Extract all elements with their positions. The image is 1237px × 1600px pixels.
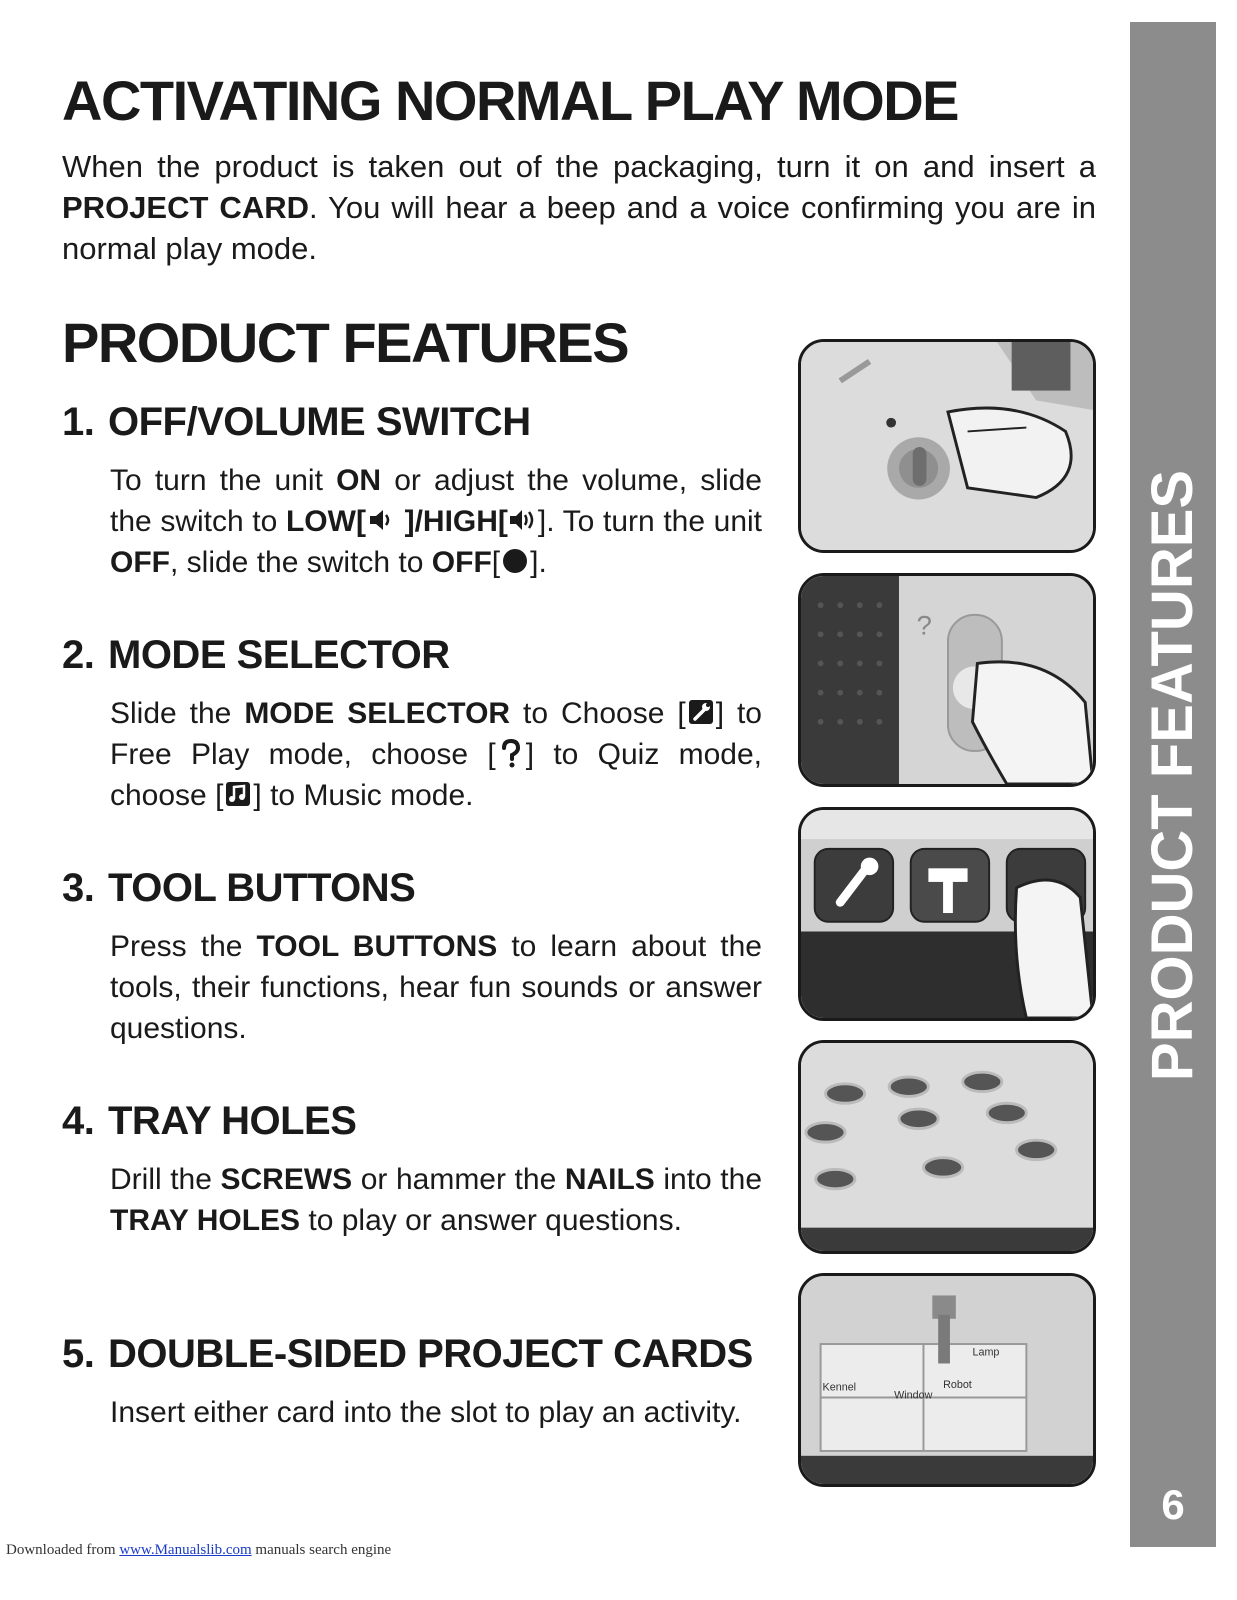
f1-bracket: [ xyxy=(355,505,366,538)
feature-3-title-text: TOOL BUTTONS xyxy=(108,866,416,910)
f2-text: ] to Free Play mode, choose [ xyxy=(110,697,762,771)
card-label-window: Window xyxy=(894,1389,933,1402)
photo-mode-selector xyxy=(798,573,1096,787)
f1-text: To turn the unit xyxy=(110,464,337,497)
side-tab-label xyxy=(1128,469,1218,1081)
feature-3-body xyxy=(110,926,762,1049)
f4-bold-screws: SCREWS xyxy=(220,1163,353,1196)
footer-suffix: manuals search engine xyxy=(251,1542,392,1558)
f4-bold-nails: NAILS xyxy=(564,1163,655,1196)
f1-text: ]. xyxy=(530,546,547,579)
f1-bracket: ] xyxy=(395,505,415,538)
f2-text: ] to Music mode. xyxy=(253,779,474,812)
music-note-icon xyxy=(223,779,253,809)
f1-bold-low: LOW xyxy=(285,505,356,538)
f2-text: ] to Quiz mode, choose [ xyxy=(110,738,762,812)
f1-bold-off: OFF xyxy=(110,546,170,579)
photo-tool-buttons xyxy=(798,807,1096,1021)
footer xyxy=(6,1542,391,1559)
intro-text-2: . You will hear a beep and a voice confirming you are in normal play mode. xyxy=(62,190,1096,266)
f1-bold-off-2: OFF xyxy=(431,546,492,579)
photo-tray-holes xyxy=(798,1040,1096,1254)
heading-product-features: PRODUCT FEATURES xyxy=(62,311,629,374)
page-number: 6 xyxy=(1161,1481,1185,1528)
feature-1-title xyxy=(62,400,531,445)
off-dot-icon xyxy=(500,546,530,576)
f4-text: or hammer the xyxy=(352,1163,565,1196)
feature-2-body xyxy=(110,693,762,816)
feature-3-number: 3. xyxy=(62,866,95,910)
wrench-icon xyxy=(686,697,716,727)
feature-5-number: 5. xyxy=(62,1332,95,1376)
feature-1-number: 1. xyxy=(62,400,95,444)
f2-bold-mode-selector: MODE SELECTOR xyxy=(244,697,511,730)
question-icon xyxy=(496,738,526,768)
f5-text: Insert either card into the slot to play an activity. xyxy=(110,1396,742,1429)
feature-3-title xyxy=(62,866,415,911)
f3-bold-tool-buttons: TOOL BUTTONS xyxy=(256,930,498,963)
f4-text: to play or answer questions. xyxy=(300,1204,682,1237)
f1-bold-high: /HIGH xyxy=(414,505,498,538)
feature-5-title xyxy=(62,1332,753,1377)
speaker-high-icon xyxy=(508,505,538,535)
footer-prefix: Downloaded from xyxy=(6,1542,120,1558)
feature-2-number: 2. xyxy=(62,633,95,677)
svg-text:?: ? xyxy=(916,609,932,641)
feature-1-title-text: OFF/VOLUME SWITCH xyxy=(108,400,531,444)
feature-4-title-text: TRAY HOLES xyxy=(108,1099,357,1143)
intro-bold-project-card: PROJECT CARD xyxy=(62,190,309,225)
card-label-kennel: Kennel xyxy=(822,1381,857,1394)
f4-text: Drill the xyxy=(110,1163,221,1196)
f1-text: or adjust the volume, slide the switch to xyxy=(110,464,762,538)
side-tab-text: PRODUCT FEATURES xyxy=(1140,469,1206,1081)
f4-text: into the xyxy=(654,1163,763,1196)
f1-bracket: [ xyxy=(491,546,501,579)
manualslib-link[interactable]: www.Manualslib.com xyxy=(119,1542,252,1558)
f1-text: ]. To turn the unit xyxy=(537,505,763,538)
f1-bracket: [ xyxy=(497,505,508,538)
intro-paragraph xyxy=(62,146,1096,269)
f3-text: to learn about the tools, their functions, hear fun sounds or answer questions. xyxy=(110,930,762,1045)
f3-text: Press the xyxy=(110,930,257,963)
f1-text: , slide the switch to xyxy=(170,546,432,579)
feature-5-body xyxy=(110,1392,762,1433)
f2-text: to Choose [ xyxy=(510,697,686,730)
f1-bold-on: ON xyxy=(336,464,382,497)
feature-4-title xyxy=(62,1099,356,1144)
intro-text-1: When the product is taken out of the packaging, turn it on and insert a xyxy=(62,149,1096,184)
heading-activating-normal-play-mode: ACTIVATING NORMAL PLAY MODE xyxy=(62,69,958,132)
feature-4-body xyxy=(110,1159,762,1241)
speaker-low-icon xyxy=(366,505,396,535)
card-label-robot: Robot xyxy=(943,1378,972,1391)
photo-project-cards xyxy=(798,1273,1096,1487)
feature-2-title-text: MODE SELECTOR xyxy=(108,633,450,677)
feature-1-body xyxy=(110,460,762,583)
f2-text: Slide the xyxy=(110,697,245,730)
f4-bold-tray-holes: TRAY HOLES xyxy=(110,1204,301,1237)
feature-4-number: 4. xyxy=(62,1099,95,1143)
feature-2-title xyxy=(62,633,450,678)
feature-5-title-text: DOUBLE-SIDED PROJECT CARDS xyxy=(108,1332,753,1376)
photo-volume-switch xyxy=(798,339,1096,553)
card-label-lamp: Lamp xyxy=(972,1346,1000,1359)
